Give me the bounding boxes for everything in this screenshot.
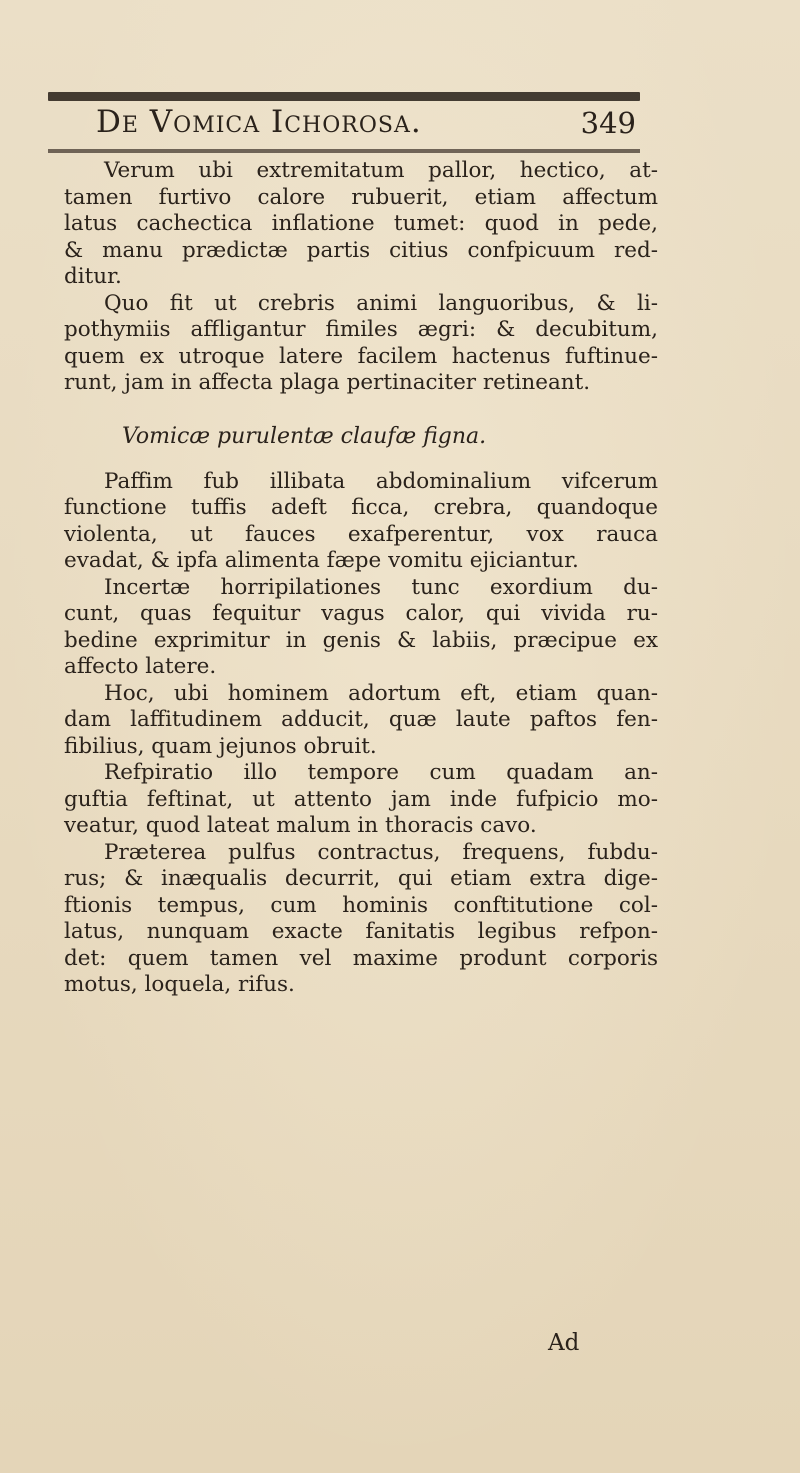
text-line: Quo fit ut crebris animi languoribus, & li- bbox=[104, 290, 658, 316]
text-line: pothymiis affligantur fimiles ægri: & decubitum, bbox=[64, 317, 658, 342]
text-line: bedine exprimitur in genis & labiis, præcipue ex bbox=[64, 627, 658, 653]
text-line: cunt, quas fequitur vagus calor, qui vivida ru- bbox=[64, 601, 658, 626]
text-line: Verum ubi extremitatum pallor, hectico, at- bbox=[104, 158, 658, 183]
text-line: Refpiratio illo tempore cum quadam an- bbox=[104, 760, 658, 785]
text-line: tamen furtivo calore rubuerit, etiam affectum bbox=[64, 184, 658, 210]
text-line: Præterea pulfus contractus, frequens, fubdu- bbox=[104, 839, 658, 865]
text-line: Hoc, ubi hominem adortum eft, etiam quan- bbox=[104, 680, 658, 706]
text-line: fibilius, quam jejunos obruit. bbox=[64, 733, 377, 759]
text-line: functione tuffis adeft ficca, crebra, quandoque bbox=[64, 495, 658, 520]
paragraph bbox=[64, 469, 664, 575]
text-line: latus, nunquam exacte fanitatis legibus refpon- bbox=[64, 919, 658, 944]
paragraph bbox=[64, 158, 664, 291]
text-line: latus cachectica inflatione tumet: quod in pede, bbox=[64, 211, 658, 236]
header-rule-bottom bbox=[48, 149, 640, 153]
page-number: 349 bbox=[580, 106, 636, 140]
text-line: dam laffitudinem adducit, quæ laute paftos fen- bbox=[64, 707, 658, 732]
paragraph bbox=[64, 760, 664, 840]
page-header bbox=[48, 100, 648, 148]
text-line: ftionis tempus, cum hominis conftitutione col- bbox=[64, 892, 658, 918]
text-line: det: quem tamen vel maxime produnt corporis bbox=[64, 945, 658, 971]
text-line: quem ex utroque latere facilem hactenus fuftinue- bbox=[64, 343, 658, 369]
paragraph bbox=[64, 575, 664, 681]
text-line: rus; & inæqualis decurrit, qui etiam extra dige- bbox=[64, 866, 658, 891]
section-heading: Vomicæ purulentæ claufæ figna. bbox=[122, 423, 487, 449]
text-line: veatur, quod lateat malum in thoracis cavo. bbox=[64, 813, 537, 838]
text-line: affecto latere. bbox=[64, 654, 217, 679]
text-line: runt, jam in affecta plaga pertinaciter retineant. bbox=[64, 370, 591, 395]
text-line: Paffim fub illibata abdominalium vifcerum bbox=[104, 468, 658, 494]
running-title: De Vomica Ichorosa. bbox=[96, 104, 422, 140]
text-line: evadat, & ipfa alimenta fæpe vomitu ejiciantur. bbox=[64, 548, 579, 573]
text-line: ditur. bbox=[64, 264, 122, 289]
text-line: Incertæ horripilationes tunc exordium du- bbox=[104, 574, 658, 600]
text-line: violenta, ut fauces exafperentur, vox rauca bbox=[64, 521, 658, 547]
paragraph bbox=[64, 681, 664, 761]
paragraph bbox=[64, 291, 664, 397]
paragraph bbox=[64, 840, 664, 999]
body-text bbox=[64, 158, 664, 999]
text-line: motus, loquela, rifus. bbox=[64, 972, 295, 997]
text-line: guftia feftinat, ut attento jam inde fufpicio mo- bbox=[64, 786, 658, 812]
catchword: Ad bbox=[548, 1330, 580, 1356]
text-line: & manu prædictæ partis citius confpicuum red- bbox=[64, 237, 658, 263]
